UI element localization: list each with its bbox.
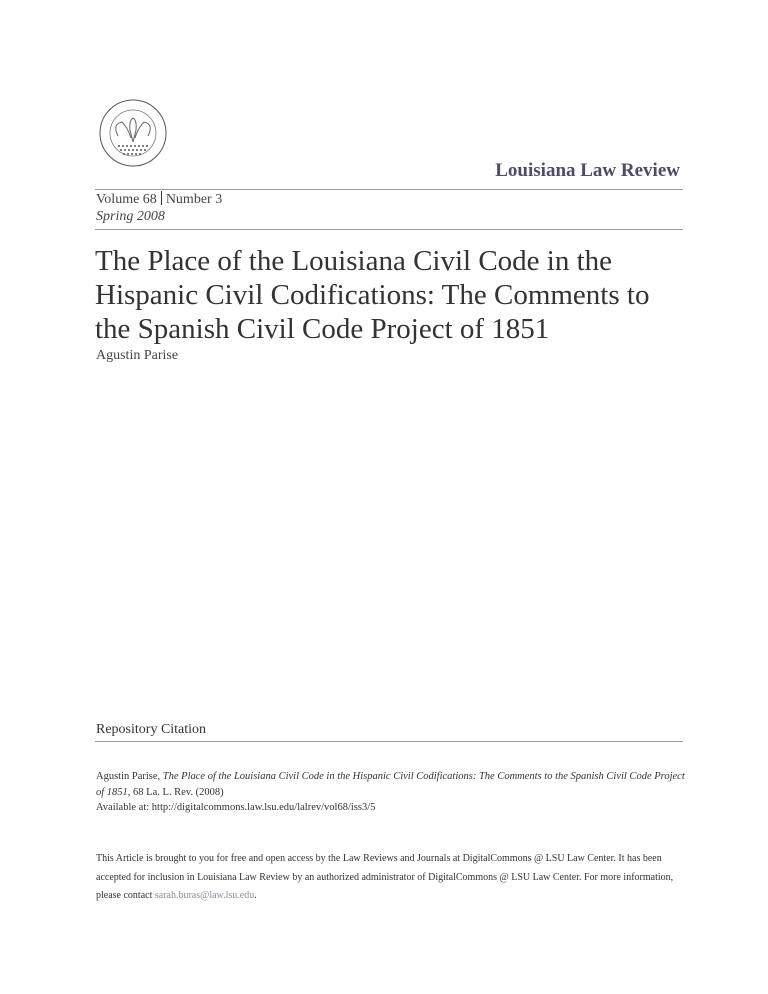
citation-rest: , 68 La. L. Rev. (2008)	[127, 786, 224, 798]
journal-name: Louisiana Law Review	[495, 160, 680, 181]
divider	[95, 229, 683, 230]
article-title: The Place of the Louisiana Civil Code in the Hispanic Civil Codifications: The Comments to the Spanish Civil Code Project of 1851	[95, 245, 650, 345]
separator	[161, 191, 162, 205]
access-notice	[96, 850, 686, 906]
number[interactable]: Number 3	[165, 192, 223, 207]
volume-number	[96, 191, 222, 208]
volume[interactable]: Volume 68	[96, 192, 157, 207]
repository-citation-heading: Repository Citation	[96, 722, 207, 737]
lsu-seal-logo	[98, 98, 168, 168]
author[interactable]: Agustin Parise	[96, 348, 179, 363]
divider	[95, 189, 683, 190]
contact-email-link[interactable]: sarah.buras@law.lsu.edu	[154, 890, 255, 901]
season: Spring 2008	[96, 209, 165, 224]
notice-end: .	[254, 890, 257, 901]
citation-url[interactable]: Available at: http://digitalcommons.law.lsu.edu/lalrev/vol68/iss3/5	[96, 802, 376, 813]
citation	[96, 769, 686, 816]
divider	[95, 741, 683, 742]
notice-text: This Article is brought to you for free and open access by the Law Reviews and Journals at DigitalCommons @ LSU Law Center. It has been accepted for inclusion in Louisiana Law Review by an authorized administrator of DigitalCommons @ LSU Law Center. For more information, please contact	[96, 853, 674, 901]
citation-author: Agustin Parise,	[96, 771, 163, 782]
citation-title: The Place of the Louisiana Civil Code in the Hispanic Civil Codifications: The Comments to the Spanish Civil Code Project of 1851	[96, 771, 685, 798]
